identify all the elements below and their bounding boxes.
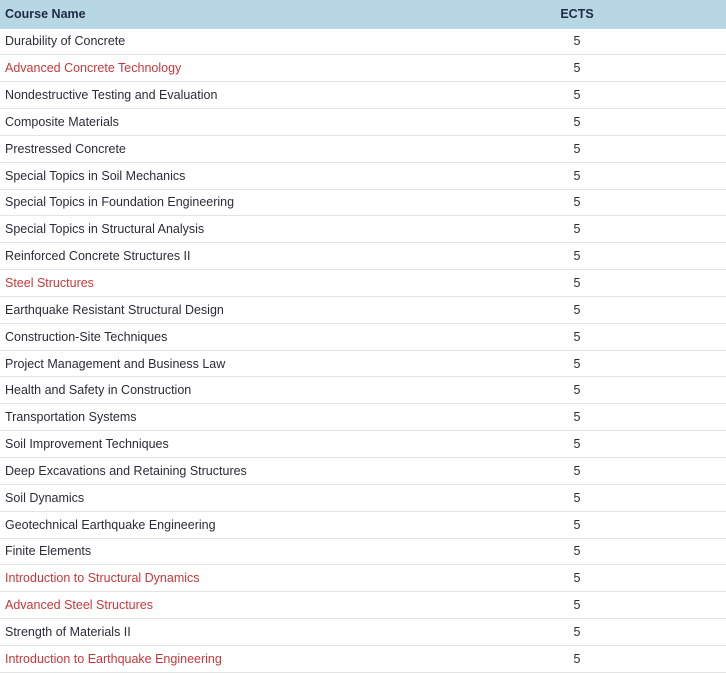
table-row — [0, 243, 726, 270]
course-ects: 5 — [430, 645, 726, 672]
table-header-row — [0, 0, 726, 28]
course-ects: 5 — [430, 404, 726, 431]
course-ects: 5 — [430, 377, 726, 404]
table-row — [0, 565, 726, 592]
course-name: Composite Materials — [0, 109, 430, 136]
table-row — [0, 350, 726, 377]
table-row — [0, 109, 726, 136]
table-row — [0, 82, 726, 109]
table-row — [0, 135, 726, 162]
table-row — [0, 619, 726, 646]
course-name: Special Topics in Structural Analysis — [0, 216, 430, 243]
table-row — [0, 538, 726, 565]
course-name: Construction-Site Techniques — [0, 323, 430, 350]
course-ects: 5 — [430, 592, 726, 619]
course-name: Earthquake Resistant Structural Design — [0, 296, 430, 323]
table-row — [0, 55, 726, 82]
course-name-link[interactable]: Introduction to Structural Dynamics — [0, 565, 430, 592]
course-name: Deep Excavations and Retaining Structures — [0, 458, 430, 485]
course-ects: 5 — [430, 296, 726, 323]
table-row — [0, 404, 726, 431]
course-name: Soil Dynamics — [0, 484, 430, 511]
course-ects: 5 — [430, 431, 726, 458]
table-row — [0, 458, 726, 485]
course-name: Strength of Materials II — [0, 619, 430, 646]
table-row — [0, 431, 726, 458]
table-row — [0, 511, 726, 538]
table-row — [0, 377, 726, 404]
course-name: Transportation Systems — [0, 404, 430, 431]
table-row — [0, 296, 726, 323]
course-name-link[interactable]: Advanced Concrete Technology — [0, 55, 430, 82]
course-name: Special Topics in Foundation Engineering — [0, 189, 430, 216]
course-name: Health and Safety in Construction — [0, 377, 430, 404]
course-ects: 5 — [430, 270, 726, 297]
table-row — [0, 270, 726, 297]
course-name: Nondestructive Testing and Evaluation — [0, 82, 430, 109]
course-ects: 5 — [430, 538, 726, 565]
table-row — [0, 189, 726, 216]
column-header-course-name: Course Name — [0, 0, 430, 28]
course-ects: 5 — [430, 565, 726, 592]
table-row — [0, 645, 726, 672]
course-ects: 5 — [430, 28, 726, 55]
course-ects: 5 — [430, 458, 726, 485]
course-ects: 5 — [430, 135, 726, 162]
course-name-link[interactable]: Advanced Steel Structures — [0, 592, 430, 619]
course-ects: 5 — [430, 189, 726, 216]
course-name: Geotechnical Earthquake Engineering — [0, 511, 430, 538]
table-row — [0, 28, 726, 55]
course-ects: 5 — [430, 350, 726, 377]
course-name-link[interactable]: Steel Structures — [0, 270, 430, 297]
column-header-ects: ECTS — [430, 0, 726, 28]
table-body — [0, 28, 726, 672]
course-name: Project Management and Business Law — [0, 350, 430, 377]
course-ects: 5 — [430, 323, 726, 350]
course-ects: 5 — [430, 511, 726, 538]
course-name: Reinforced Concrete Structures II — [0, 243, 430, 270]
course-name: Durability of Concrete — [0, 28, 430, 55]
course-name: Finite Elements — [0, 538, 430, 565]
course-name: Special Topics in Soil Mechanics — [0, 162, 430, 189]
course-ects: 5 — [430, 243, 726, 270]
course-ects: 5 — [430, 216, 726, 243]
table-row — [0, 323, 726, 350]
course-name: Soil Improvement Techniques — [0, 431, 430, 458]
course-ects: 5 — [430, 82, 726, 109]
table-row — [0, 216, 726, 243]
course-ects: 5 — [430, 162, 726, 189]
table-row — [0, 592, 726, 619]
course-ects: 5 — [430, 484, 726, 511]
course-name-link[interactable]: Introduction to Earthquake Engineering — [0, 645, 430, 672]
table-row — [0, 484, 726, 511]
course-name: Prestressed Concrete — [0, 135, 430, 162]
course-ects: 5 — [430, 55, 726, 82]
course-ects: 5 — [430, 619, 726, 646]
course-ects: 5 — [430, 109, 726, 136]
table-row — [0, 162, 726, 189]
